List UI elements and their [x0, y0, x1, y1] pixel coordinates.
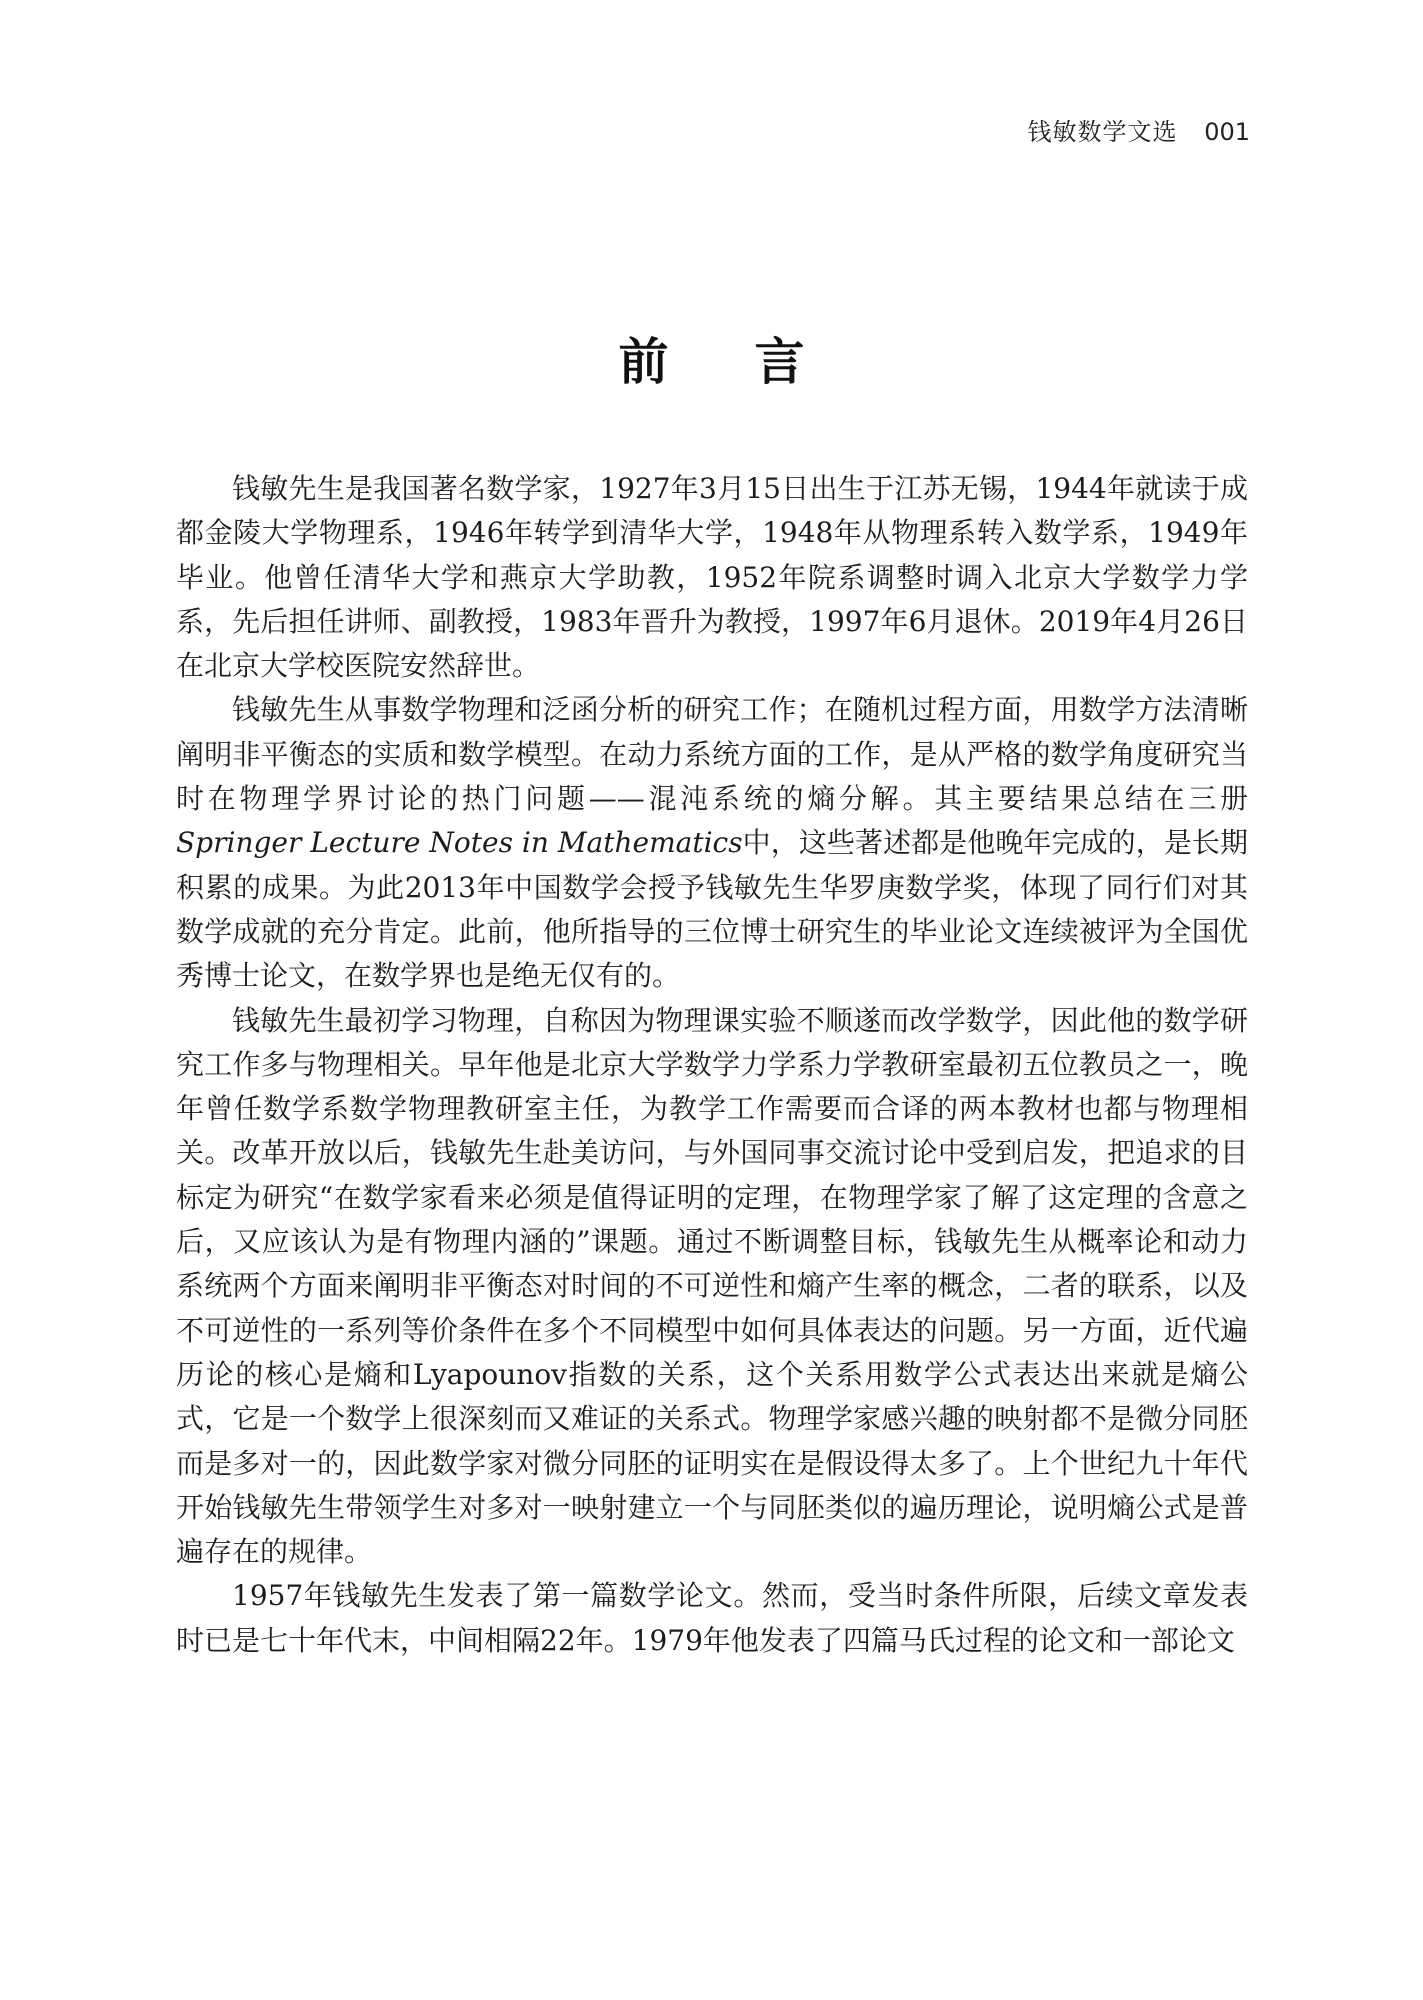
- paragraph: 1957年钱敏先生发表了第一篇数学论文。然而，受当时条件所限，后续文章发表时已是七十年代末，中间相隔22年。1979年他发表了四篇马氏过程的论文和一部论文: [176, 1579, 1248, 1657]
- paragraph: [176, 688, 1248, 998]
- paragraph-text: 钱敏先生从事数学物理和泛函分析的研究工作；在随机过程方面，用数学方法清晰阐明非平衡态的实质和数学模型。在动力系统方面的工作，是从严格的数学角度研究当时在物理学界讨论的热门问题——混沌系统的熵分解。其主要结果总结在三册: [176, 693, 1248, 816]
- book-series-title: Springer Lecture Notes in Mathematics: [176, 826, 743, 860]
- body-text: [176, 467, 1248, 1663]
- book-title: 钱敏数学文选: [1027, 118, 1178, 146]
- running-header: [1028, 112, 1250, 147]
- paragraph: 钱敏先生是我国著名数学家，1927年3月15日出生于江苏无锡，1944年就读于成都金陵大学物理系，1946年转学到清华大学，1948年从物理系转入数学系，1949年毕业。他曾任清华大学和燕京大学助教，1952年院系调整时调入北京大学数学力学系，先后担任讲师、副教授，1983年晋升为教授，1997年6月退休。2019年4月26日在北京大学校医院安然辞世。: [176, 472, 1248, 683]
- page-title: 前言: [618, 333, 891, 391]
- paragraph: 钱敏先生最初学习物理，自称因为物理课实验不顺遂而改学数学，因此他的数学研究工作多与物理相关。早年他是北京大学数学力学系力学教研室最初五位教员之一，晚年曾任数学系数学物理教研室主任，为教学工作需要而合译的两本教材也都与物理相关。改革开放以后，钱敏先生赴美访问，与外国同事交流讨论中受到启发，把追求的目标定为研究“在数学家看来必须是值得证明的定理，在物理学家了解了这定理的含意之后，又应该认为是有物理内涵的”课题。通过不断调整目标，钱敏先生从概率论和动力系统两个方面来阐明非平衡态对时间的不可逆性和熵产生率的概念，二者的联系，以及不可逆性的一系列等价条件在多个不同模型中如何具体表达的问题。另一方面，近代遍历论的核心是熵和Lyapounov指数的关系，这个关系用数学公式表达出来就是熵公式，它是一个数学上很深刻而又难证的关系式。物理学家感兴趣的映射都不是微分同胚而是多对一的，因此数学家对微分同胚的证明实在是假设得太多了。上个世纪九十年代开始钱敏先生带领学生对多对一映射建立一个与同胚类似的遍历理论，说明熵公式是普遍存在的规律。: [176, 1003, 1248, 1569]
- paragraph-text: 中，这些著述都是他晚年完成的，是长期积累的成果。为此2013年中国数学会授予钱敏先生华罗庚数学奖，体现了同行们对其数学成就的充分肯定。此前，他所指导的三位博士研究生的毕业论文连续被评为全国优秀博士论文，在数学界也是绝无仅有的。: [176, 826, 1248, 993]
- page-number: 001: [1204, 118, 1250, 146]
